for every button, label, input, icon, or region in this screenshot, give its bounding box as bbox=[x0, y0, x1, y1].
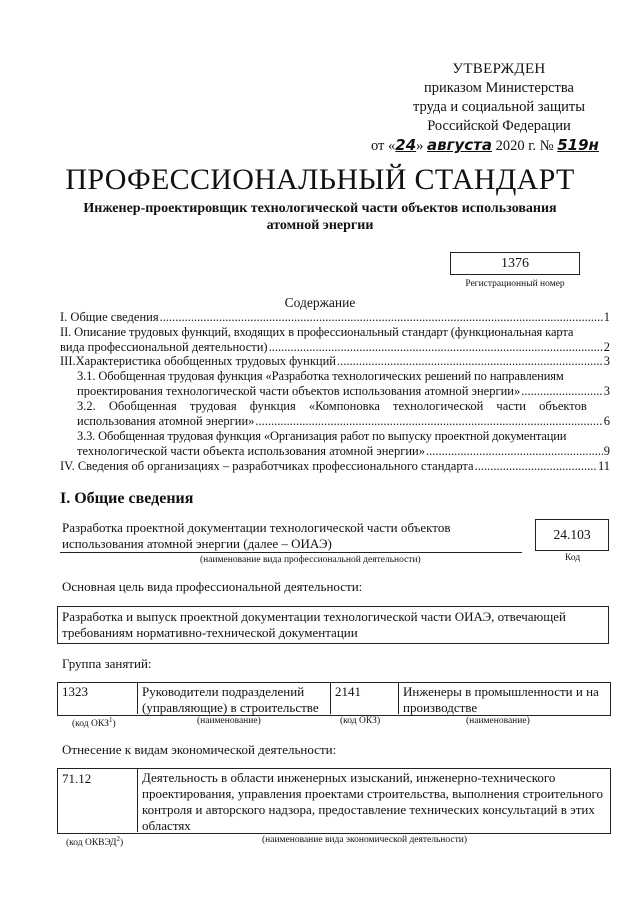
okved-caption-close: ) bbox=[119, 838, 124, 849]
toc-page-number: 2 bbox=[603, 340, 610, 354]
handwritten-order-number: 519н bbox=[557, 136, 599, 154]
toc-page-number: 9 bbox=[603, 444, 610, 458]
handwritten-day: 24 bbox=[395, 136, 417, 154]
econ-label: Отнесение к видам экономической деятельности: bbox=[62, 742, 337, 757]
activity-name bbox=[62, 520, 522, 552]
group-name-line: производстве bbox=[403, 700, 478, 715]
activity-name-line: использования атомной энергии (далее – ОИАЭ) bbox=[62, 536, 332, 551]
toc-dots bbox=[337, 354, 603, 369]
group-name-line: (управляющие) в строительстве bbox=[142, 700, 319, 715]
econ-name-line: Деятельность в области инженерных изысканий, инженерно-технического bbox=[142, 770, 556, 785]
econ-name-line: областях bbox=[142, 818, 191, 833]
approval-title: УТВЕРЖДЕН bbox=[452, 61, 546, 77]
okz-caption-2: (код ОКЗ) bbox=[340, 716, 381, 726]
activity-code-box: 24.103 bbox=[535, 519, 609, 551]
group-name-line: Руководители подразделений bbox=[142, 684, 305, 699]
page-title: ПРОФЕССИОНАЛЬНЫЙ СТАНДАРТ bbox=[65, 163, 575, 196]
date-mid: » bbox=[416, 138, 428, 154]
year-part: 2020 г. № bbox=[491, 138, 558, 154]
toc-dots bbox=[521, 384, 603, 399]
econ-name-line: контроля и авторского надзора, предоставление технических консультаций в этих bbox=[142, 802, 595, 817]
name-caption: (наименование) bbox=[466, 716, 530, 726]
okved-caption-text: (код ОКВЭД bbox=[66, 838, 117, 849]
okz-caption-close: ) bbox=[112, 719, 116, 730]
okz-footnote-marker: 1 bbox=[108, 716, 113, 724]
toc-page-number: 1 bbox=[603, 310, 610, 324]
date-prefix: от « bbox=[371, 138, 396, 154]
toc-page-number: 3 bbox=[603, 384, 610, 398]
toc-item[interactable] bbox=[60, 354, 610, 369]
handwritten-month: августа bbox=[427, 136, 492, 154]
order-date-line bbox=[369, 136, 629, 156]
toc-item[interactable] bbox=[77, 399, 610, 429]
toc-item-text: 3.2. Обобщенная трудовая функция «Компоновка технологической части объектов bbox=[77, 399, 587, 413]
registration-number-box: 1376 bbox=[450, 252, 580, 275]
goal-box bbox=[57, 606, 609, 644]
group-name-line: Инженеры в промышленности и на bbox=[403, 684, 599, 699]
approval-line-2: труда и социальной защиты bbox=[413, 99, 585, 115]
toc-item-text: использования атомной энергии» bbox=[77, 414, 255, 428]
toc-item[interactable] bbox=[77, 429, 610, 459]
toc-item-text: IV. Сведения об организациях – разработчиках профессионального стандарта bbox=[60, 459, 474, 473]
toc-item-text: 3.3. Обобщенная трудовая функция «Организация работ по выпуску проектной документации bbox=[77, 429, 567, 443]
econ-name bbox=[142, 770, 607, 834]
approval-line-1: приказом Министерства bbox=[424, 80, 574, 96]
standard-subtitle: Инженер-проектировщик технологической части объектов использования атомной энергии bbox=[83, 201, 557, 233]
toc-title: Содержание bbox=[284, 295, 356, 310]
activity-name-line: Разработка проектной документации технологической части объектов bbox=[62, 520, 451, 535]
group-name bbox=[142, 684, 319, 716]
code-caption: Код bbox=[565, 553, 581, 563]
toc-item[interactable] bbox=[60, 459, 610, 474]
group-divider bbox=[137, 682, 138, 714]
toc-item-text: технологической части объекта использования атомной энергии» bbox=[77, 444, 425, 458]
group-divider bbox=[398, 682, 399, 714]
econ-name-line: проектирования, управления проектами строительства, выполнения строительного bbox=[142, 786, 604, 801]
toc-item[interactable] bbox=[60, 325, 610, 355]
toc-page-number: 11 bbox=[597, 459, 610, 473]
okved-footnote-marker: 2 bbox=[116, 835, 120, 843]
toc-dots bbox=[255, 414, 602, 429]
goal-text-line: требованиям нормативно-технической документации bbox=[62, 625, 358, 640]
toc-item[interactable] bbox=[60, 310, 610, 325]
toc-item-text: II. Описание трудовых функций, входящих в профессиональный стандарт (функциональная карта bbox=[60, 325, 574, 339]
approval-line-3: Российской Федерации bbox=[427, 118, 571, 134]
approval-block bbox=[369, 60, 629, 156]
name-caption: (наименование) bbox=[197, 716, 261, 726]
okz-caption bbox=[72, 716, 116, 729]
toc-item-text: проектирования технологической части объектов использования атомной энергии» bbox=[77, 384, 521, 398]
toc-dots bbox=[269, 340, 603, 355]
section-heading: I. Общие сведения bbox=[60, 490, 194, 507]
activity-underline bbox=[60, 552, 522, 553]
group-label: Группа занятий: bbox=[62, 656, 152, 671]
group-code: 1323 bbox=[62, 684, 88, 699]
toc-item-text: 3.1. Обобщенная трудовая функция «Разработка технологических решений по направлениям bbox=[77, 369, 564, 383]
okved-caption bbox=[66, 835, 123, 848]
okz-caption-text: (код ОКЗ bbox=[72, 719, 109, 730]
toc-dots bbox=[426, 444, 603, 459]
toc-dots bbox=[475, 459, 597, 474]
toc-item-text: I. Общие сведения bbox=[60, 310, 159, 324]
toc-item[interactable] bbox=[77, 369, 610, 399]
activity-caption: (наименование вида профессиональной деятельности) bbox=[200, 555, 421, 565]
toc-page-number: 3 bbox=[603, 354, 610, 368]
econ-caption: (наименование вида экономической деятельности) bbox=[262, 835, 467, 845]
goal-label: Основная цель вида профессиональной деятельности: bbox=[62, 579, 363, 594]
group-divider bbox=[330, 682, 331, 714]
group-name bbox=[403, 684, 599, 716]
toc-dots bbox=[160, 310, 603, 325]
registration-number-label: Регистрационный номер bbox=[465, 279, 565, 289]
group-code: 2141 bbox=[335, 684, 361, 699]
toc-item-text: вида профессиональной деятельности) bbox=[60, 340, 268, 354]
econ-code: 71.12 bbox=[62, 771, 92, 786]
econ-divider bbox=[137, 768, 138, 832]
goal-text-line: Разработка и выпуск проектной документации технологической части ОИАЭ, отвечающей bbox=[62, 609, 566, 624]
toc-item-text: III.Характеристика обобщенных трудовых функций bbox=[60, 354, 336, 368]
toc-page-number: 6 bbox=[603, 414, 610, 428]
